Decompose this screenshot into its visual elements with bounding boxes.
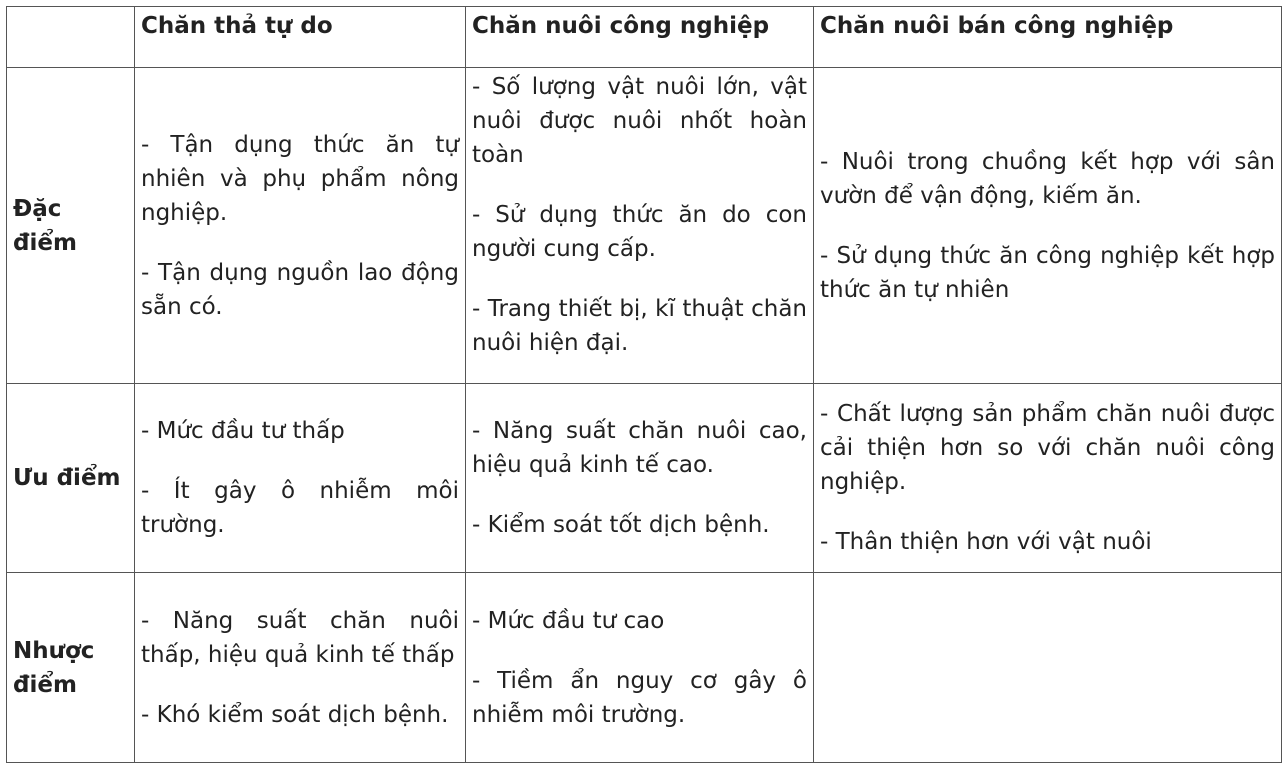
table-row <box>7 384 1282 573</box>
row-label-disadvantages: Nhược điểm <box>7 573 135 763</box>
cell-text: - Năng suất chăn nuôi thấp, hiệu quả kinh tế thấp <box>141 607 459 668</box>
cell-text: - Tiềm ẩn nguy cơ gây ô nhiễm môi trường. <box>472 667 807 728</box>
cell-text: - Nuôi trong chuồng kết hợp với sân vườn để vận động, kiếm ăn. <box>820 148 1275 209</box>
cell-free-range-characteristics <box>135 68 466 384</box>
cell-free-range-advantages <box>135 384 466 573</box>
cell-text: - Mức đầu tư cao <box>472 607 665 634</box>
cell-text: - Tận dụng nguồn lao động sẵn có. <box>141 259 459 320</box>
cell-text: - Tận dụng thức ăn tự nhiên và phụ phẩm nông nghiệp. <box>141 131 459 226</box>
table-row <box>7 573 1282 763</box>
header-industrial: Chăn nuôi công nghiệp <box>466 7 814 68</box>
table-row <box>7 68 1282 384</box>
cell-text: - Sử dụng thức ăn do con người cung cấp. <box>472 202 807 262</box>
cell-text: - Trang thiết bị, kĩ thuật chăn nuôi hiện đại. <box>472 296 807 356</box>
cell-text: - Năng suất chăn nuôi cao, hiệu quả kinh tế cao. <box>472 418 807 478</box>
cell-semi-industrial-disadvantages <box>814 573 1282 763</box>
cell-semi-industrial-characteristics <box>814 68 1282 384</box>
header-free-range: Chăn thả tự do <box>135 7 466 68</box>
cell-industrial-characteristics <box>466 68 814 384</box>
cell-free-range-disadvantages <box>135 573 466 763</box>
cell-text: - Khó kiểm soát dịch bệnh. <box>141 701 449 728</box>
cell-industrial-advantages <box>466 384 814 573</box>
cell-text: - Thân thiện hơn với vật nuôi <box>820 529 1152 555</box>
header-row <box>7 7 1282 68</box>
cell-text: - Ít gây ô nhiễm môi trường. <box>141 478 459 538</box>
row-label-advantages: Ưu điểm <box>7 384 135 573</box>
comparison-table <box>6 6 1282 763</box>
header-corner <box>7 7 135 68</box>
cell-text: - Sử dụng thức ăn công nghiệp kết hợp thức ăn tự nhiên <box>820 242 1275 303</box>
cell-text: - Mức đầu tư thấp <box>141 418 345 444</box>
cell-text: - Số lượng vật nuôi lớn, vật nuôi được nuôi nhốt hoàn toàn <box>472 74 807 168</box>
cell-semi-industrial-advantages <box>814 384 1282 573</box>
cell-text: - Kiểm soát tốt dịch bệnh. <box>472 512 770 538</box>
cell-text: - Chất lượng sản phẩm chăn nuôi được cải thiện hơn so với chăn nuôi công nghiệp. <box>820 401 1275 495</box>
row-label-characteristics: Đặc điểm <box>7 68 135 384</box>
cell-industrial-disadvantages <box>466 573 814 763</box>
header-semi-industrial: Chăn nuôi bán công nghiệp <box>814 7 1282 68</box>
